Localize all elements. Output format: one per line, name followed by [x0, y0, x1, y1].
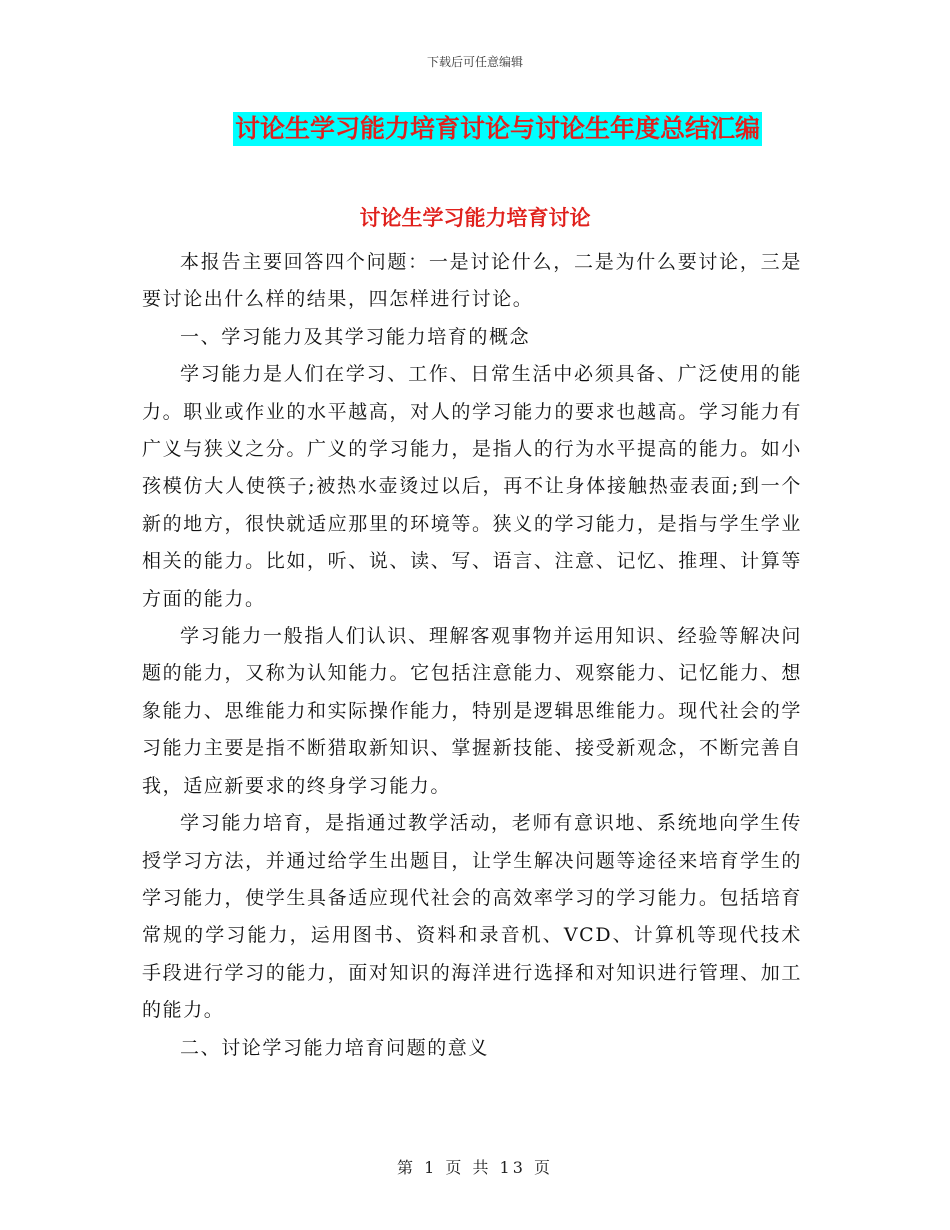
page-number-footer: 第 1 页 共 13 页: [397, 1158, 553, 1177]
paragraph-ability-cultivation: 学习能力培育，是指通过教学活动，老师有意识地、系统地向学生传授学习方法，并通过给学生出题目，让学生解决问题等途径来培育学生的学习能力，使学生具备适应现代社会的高效率学习的学习能力。包括培育常规的学习能力，运用图书、资料和录音机、VCD、计算机等现代技术手段进行学习的能力，面对知识的海洋进行选择和对知识进行管理、加工的能力。: [142, 812, 802, 1022]
heading-section-two: 二、讨论学习能力培育问题的意义: [180, 1036, 490, 1059]
header-note: 下载后可任意编辑: [426, 55, 523, 69]
main-title-container: [0, 112, 950, 146]
heading-section-one: 一、学习能力及其学习能力培育的概念: [180, 325, 531, 348]
paragraph-learning-ability-definition: 学习能力是人们在学习、工作、日常生活中必须具备、广泛使用的能力。职业或作业的水平越高，对人的学习能力的要求也越高。学习能力有广义与狭义之分。广义的学习能力，是指人的行为水平提高的能力。如小孩模仿大人使筷子;被热水壶烫过以后，再不让身体接触热壶表面;到一个新的地方，很快就适应那里的环境等。狭义的学习能力，是指与学生学业相关的能力。比如，听、说、读、写、语言、注意、记忆、推理、计算等方面的能力。: [142, 363, 802, 610]
section-title: 讨论生学习能力培育讨论: [359, 206, 591, 230]
paragraph-cognitive-ability: 学习能力一般指人们认识、理解客观事物并运用知识、经验等解决问题的能力，又称为认知能力。它包括注意能力、观察能力、记忆能力、想象能力、思维能力和实际操作能力，特别是逻辑思维能力。现代社会的学习能力主要是指不断猎取新知识、掌握新技能、接受新观念，不断完善自我，适应新要求的终身学习能力。: [142, 625, 802, 797]
main-title: 讨论生学习能力培育讨论与讨论生年度总结汇编: [233, 112, 762, 146]
document-body: [142, 244, 802, 1067]
paragraph-intro: 本报告主要回答四个问题：一是讨论什么，二是为什么要讨论，三是要讨论出什么样的结果，四怎样进行讨论。: [142, 251, 802, 311]
